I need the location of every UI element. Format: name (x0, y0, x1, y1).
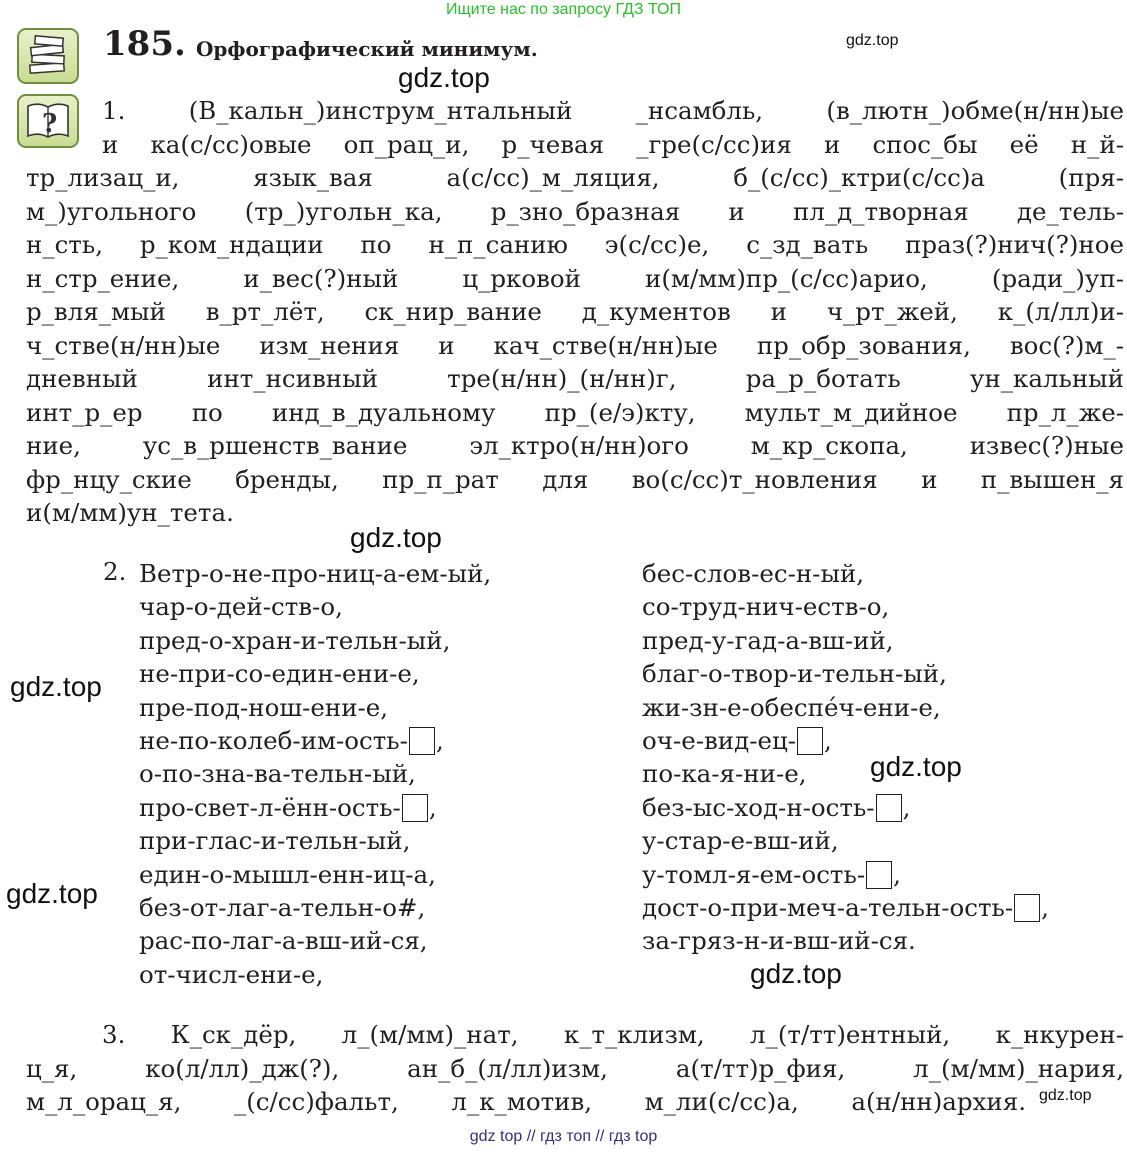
blank-square (866, 861, 892, 889)
section-1-line: ч_стве(н/нн)ые изм_нения и кач_стве(н/нн)ые пр_обр_зования, вос(?)м_- (26, 330, 1124, 360)
word-entry (139, 924, 491, 957)
word-punct: , (428, 792, 437, 822)
section-1-line: н_сть, р_ком_ндации по н_п_санию э(с/сс)е, с_зд_вать праз(?)нич(?)ное (26, 230, 1124, 259)
word-entry (139, 724, 491, 757)
word-entry (139, 757, 491, 790)
section-1-line: м_)угольного (тр_)угольн_ка, р_зно_бразная и пл_д_творная де_тель- (26, 196, 1124, 226)
section-1-line: р_вля_мый в_рт_лёт, ск_нир_вание д_кументов и ч_рт_жей, к_(л/лл)и- (26, 297, 1124, 326)
word-text: Ветр-о-не-про-ниц-а-ем-ый, (139, 559, 492, 588)
section-3-paragraph (26, 1018, 1124, 1119)
section-3-line: м_л_орац_я, _(с/сс)фальт, л_к_мотив, м_ли(с/сс)а, а(н/нн)архия. (26, 1087, 1026, 1116)
books-icon-graphic (25, 34, 71, 78)
word-text: бес-слов-ес-н-ый, (642, 559, 865, 588)
blank-square (1014, 894, 1040, 922)
word-text: по-ка-я-ни-е, (642, 759, 807, 789)
section-2-left-column (139, 557, 491, 991)
section-1-line: 1. (В_кальн_)инструм_нтальный _нсамбль, (в_лютн_)обме(н/нн)ые (102, 96, 1124, 125)
word-entry (139, 657, 491, 690)
word-text: пре-под-нош-ени-е, (139, 692, 389, 722)
word-text: един-о-мышл-енн-иц-а, (139, 859, 436, 889)
section-1-line: н_стр_ение, и_вес(?)ный ц_рковой и(м/мм)пр_(с/сс)арио, (ради_)уп- (26, 263, 1124, 293)
word-punct: , (902, 792, 911, 822)
word-text: не-по-колеб-им-ость- (139, 725, 408, 755)
word-entry (139, 691, 491, 724)
watermark: gdz.top (870, 751, 962, 782)
word-entry (139, 791, 491, 824)
word-text: жи-зн-е-обеспе́ч-ени-е, (642, 692, 941, 722)
blank-square (876, 794, 902, 822)
word-text: со-труд-нич-еств-о, (642, 592, 890, 622)
word-entry (642, 891, 1049, 924)
section-1-line: ние, ус_в_ршенств_вание эл_ктро(н/нн)ого м_кр_скопа, извес(?)ные (26, 431, 1124, 460)
books-icon (17, 28, 79, 84)
watermark: gdz.top (6, 878, 98, 909)
watermark: gdz.top (398, 62, 490, 93)
word-text: за-гряз-н-и-вш-ий-ся. (642, 926, 916, 956)
section-3-line: ц_я, ко(л/лл)_дж(?), ан_б_(л/лл)изм, а(т/тт)р_фия, л_(м/мм)_нария, (26, 1053, 1124, 1083)
word-text: без-ыс-ход-н-ость- (642, 792, 875, 822)
word-text: про-свет-л-ённ-ость- (139, 792, 401, 822)
word-entry (139, 858, 491, 891)
section-1-line: инт_р_ер по инд_в_дуальному пр_(е/э)кту, мульт_м_дийное пр_л_же- (26, 397, 1124, 427)
word-entry (139, 824, 491, 857)
word-entry (642, 657, 1049, 690)
word-punct: , (824, 725, 832, 755)
word-text: без-от-лаг-а-тельн-о#, (139, 892, 426, 922)
word-punct: , (893, 859, 901, 889)
word-entry (642, 557, 1049, 590)
word-entry (139, 557, 491, 590)
blank-square (797, 727, 823, 755)
word-entry (642, 757, 1049, 790)
exercise-title: Орфографический минимум. (196, 37, 538, 61)
word-entry (139, 891, 491, 924)
word-entry (642, 824, 1049, 857)
section-2-right-column (642, 557, 1049, 958)
word-entry (642, 924, 1049, 957)
word-entry (642, 624, 1049, 657)
watermark: gdz.top (1039, 1087, 1092, 1104)
section-1-line: фр_нцу_ские бренды, пр_п_рат для во(с/сс)т_новления и п_вышен_я (26, 464, 1124, 494)
word-entry (139, 624, 491, 657)
watermark: gdz.top (10, 671, 102, 702)
top-banner: Ищите нас по запросу ГДЗ ТОП (446, 1, 681, 18)
word-text: пред-у-гад-а-вш-ий, (642, 625, 894, 655)
word-text: не-при-со-един-ени-е, (139, 659, 420, 689)
word-text: о-по-зна-ва-тельн-ый, (139, 759, 416, 789)
word-entry (642, 724, 1049, 757)
word-text: благ-о-твор-и-тельн-ый, (642, 659, 947, 689)
word-text: пред-о-хран-и-тельн-ый, (139, 625, 451, 655)
section-1-paragraph (26, 94, 1124, 530)
word-text: при-глас-и-тельн-ый, (139, 826, 411, 856)
word-entry (642, 791, 1049, 824)
blank-square (402, 794, 428, 822)
word-text: у-томл-я-ем-ость- (642, 859, 866, 889)
word-text: дост-о-при-меч-а-тельн-ость- (642, 892, 1014, 922)
section-1-line: тр_лизац_и, язык_вая а(с/сс)_м_ляция, б_(с/сс)_ктри(с/сс)а (пря- (26, 163, 1124, 192)
word-entry (642, 858, 1049, 891)
word-entry (139, 958, 491, 991)
section-2-label: 2. (103, 557, 127, 586)
word-entry (642, 590, 1049, 623)
word-text: от-числ-ени-е, (139, 959, 324, 989)
word-text: оч-е-вид-ец- (642, 725, 797, 755)
watermark: gdz.top (750, 958, 842, 989)
word-text: у-стар-е-вш-ий, (642, 826, 839, 856)
exercise-number: 185. (103, 24, 186, 64)
section-1-line: и ка(с/сс)овые оп_рац_и, р_чевая _грe(с/сс)ия и спос_бы её н_й- (102, 129, 1124, 159)
section-1-line: дневный инт_нсивный тре(н/нн)_(н/нн)г, ра_р_ботать ун_кальный (26, 364, 1124, 393)
word-text: рас-по-лаг-а-вш-ий-ся, (139, 926, 428, 956)
section-3-line: 3. К_ск_дёр, л_(м/мм)_нат, к_т_клизм, л_(т/тт)ентный, к_нкурен- (102, 1020, 1124, 1049)
word-text: чар-о-дей-ств-о, (139, 592, 343, 622)
word-entry (139, 590, 491, 623)
word-punct: , (435, 725, 444, 755)
svg-text:?: ? (42, 109, 58, 139)
watermark: gdz.top (350, 522, 442, 553)
section-1-line: и(м/мм)ун_тета. (26, 498, 234, 527)
blank-square (409, 727, 435, 755)
word-punct: , (1041, 892, 1049, 922)
bottom-banner: gdz top // гдз топ // гдз top (469, 1128, 658, 1145)
watermark: gdz.top (846, 32, 899, 49)
word-entry (642, 691, 1049, 724)
